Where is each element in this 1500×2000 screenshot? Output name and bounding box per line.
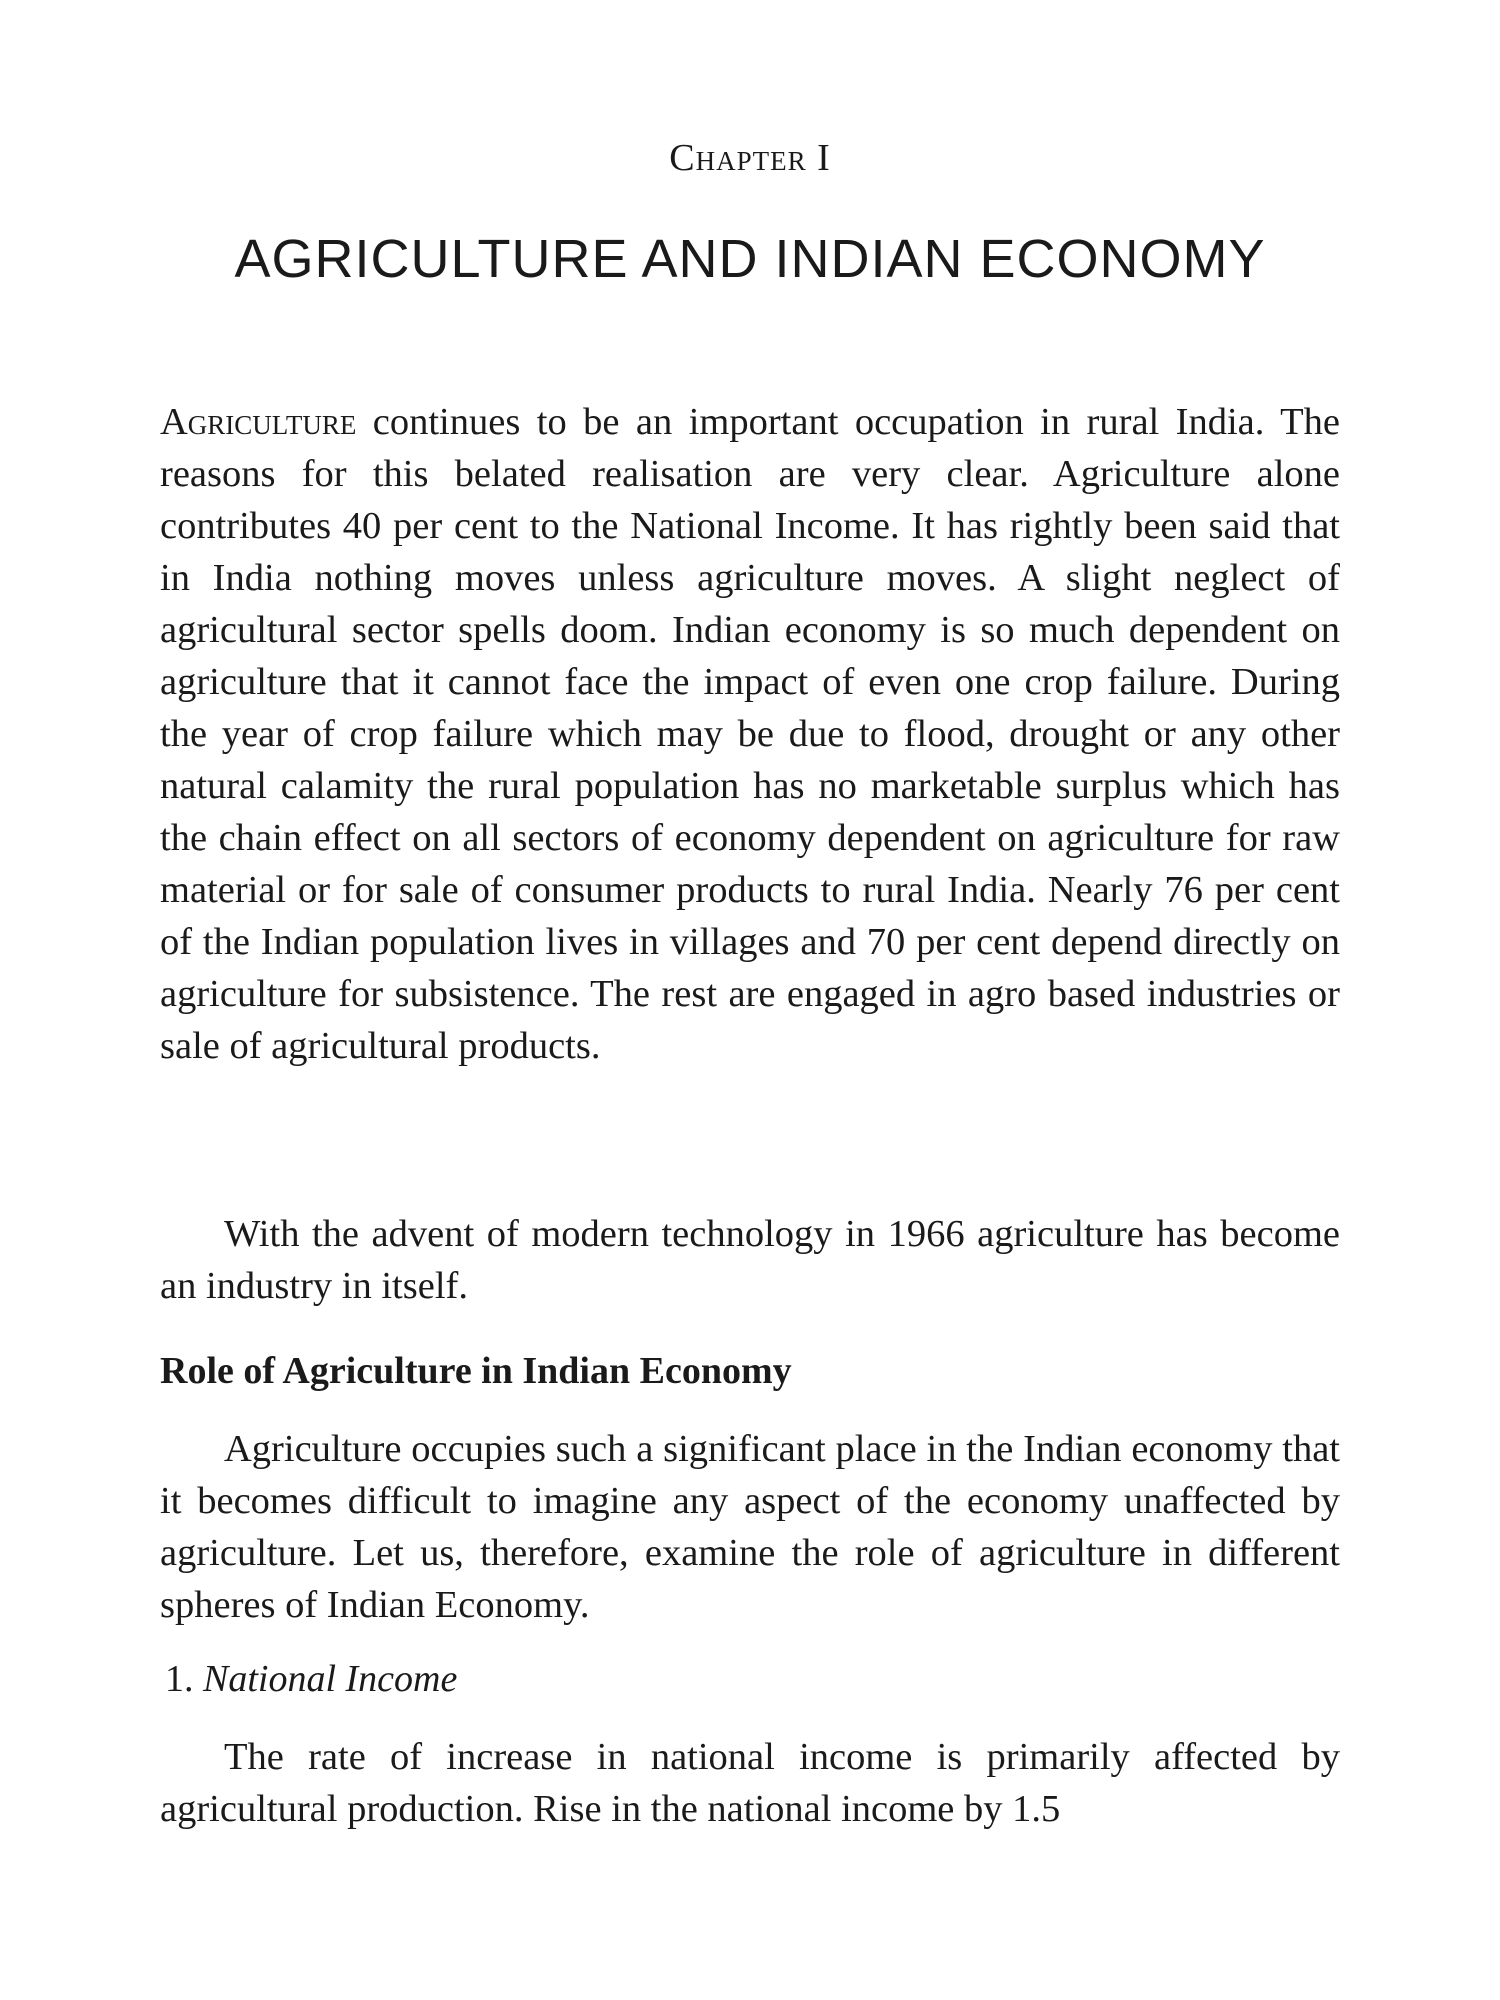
chapter-title: AGRICULTURE AND INDIAN ECONOMY (234, 229, 1266, 289)
subsection-title: National Income (203, 1658, 458, 1700)
paragraph-role-text: Agriculture occupies such a significant place in the Indian economy that it becomes difficult to imagine any aspect of the economy unaffected by agriculture. Let us, therefore, examine the role of agriculture in different spheres of Indian Economy. (160, 1428, 1340, 1626)
paragraph-lead-word: Agriculture (160, 401, 357, 443)
section-heading: Role of Agriculture in Indian Economy (160, 1350, 792, 1392)
paragraph-technology-text: With the advent of modern technology in 1966 agriculture has become an industry in itself. (160, 1213, 1340, 1307)
chapter-label: Chapter I (669, 137, 831, 179)
paragraph-national-income (160, 1731, 1340, 1835)
subsection-number: 1. (165, 1658, 194, 1700)
paragraph-intro-text: continues to be an important occupation in rural India. The reasons for this belated realisation are very clear. Agriculture alone contributes 40 per cent to the National Income. It has rightly been said that in India nothing moves unless agriculture moves. A slight neglect of agricultural sector spells doom. Indian economy is so much dependent on agriculture that it cannot face the impact of even one crop failure. During the year of crop failure which may be due to flood, drought or any other natural calamity the rural population has no marketable surplus which has the chain effect on all sectors of economy dependent on agriculture for raw material or for sale of consumer products to rural India. Nearly 76 per cent of the Indian population lives in villages and 70 per cent depend directly on agriculture for subsistence. The rest are engaged in agro based industries or sale of agricultural products. (160, 401, 1340, 1067)
subsection-heading (165, 1657, 457, 1701)
paragraph-technology (160, 1208, 1340, 1312)
paragraph-role (160, 1423, 1340, 1631)
paragraph-national-income-text: The rate of increase in national income is primarily affected by agricultural production. Rise in the national income by 1.5 (160, 1736, 1340, 1830)
paragraph-intro (160, 396, 1340, 1072)
